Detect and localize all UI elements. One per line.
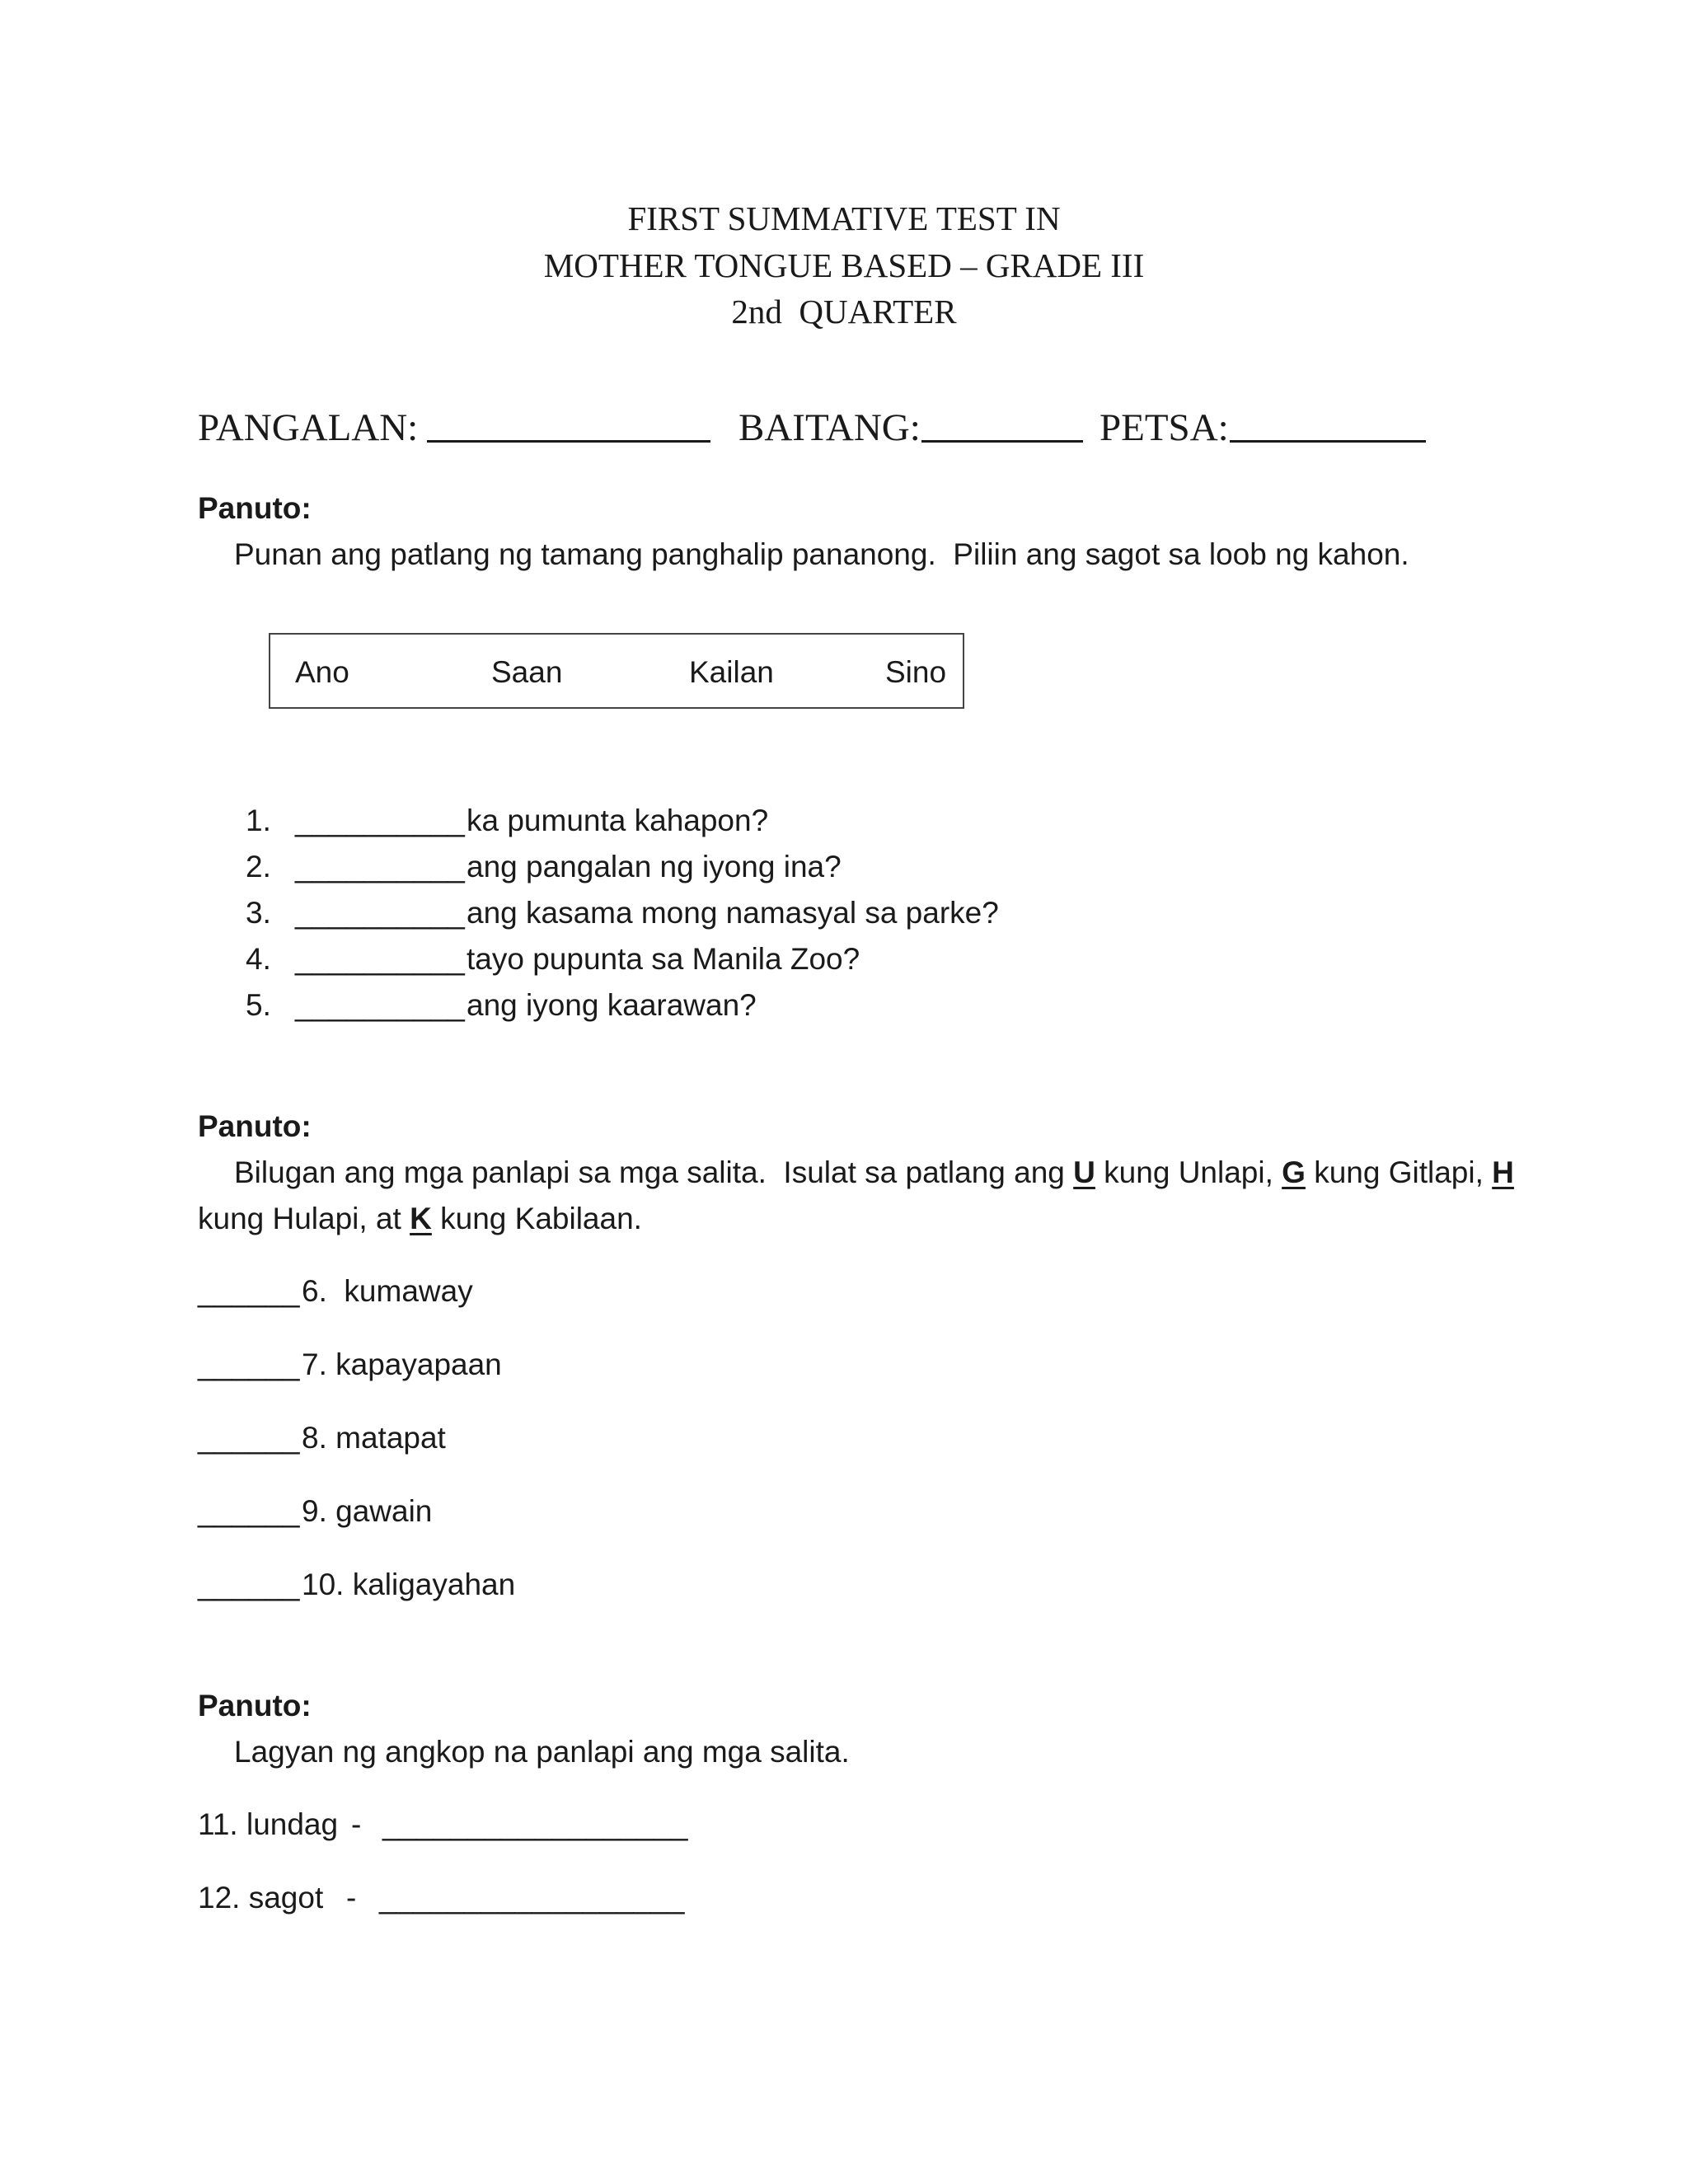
word-item: 9. gawain [302, 1494, 433, 1528]
code-kabilaan: K [410, 1202, 432, 1235]
word-item: 10. kaligayahan [302, 1568, 516, 1601]
instruction-text: kung Gitlapi, [1305, 1155, 1493, 1189]
item-number: 1. [246, 804, 271, 837]
section-1-heading: Panuto: [198, 491, 312, 525]
question-text: ang iyong kaarawan? [467, 988, 757, 1022]
answer-blank[interactable]: __________ [295, 804, 465, 837]
word-item: 8. matapat [302, 1421, 446, 1455]
code-gitlapi: G [1282, 1155, 1306, 1189]
dash: - [351, 1807, 362, 1841]
item-number: 3. [246, 896, 271, 930]
section-2-instruction-line-2 [198, 1203, 642, 1234]
choice-ano: Ano [295, 655, 349, 689]
instruction-text: Bilugan ang mga panlapi sa mga salita. Isulat sa patlang ang [234, 1155, 1074, 1189]
code-hulapi: H [1492, 1155, 1514, 1189]
dash: - [346, 1881, 357, 1915]
date-label: PETSA: [1100, 406, 1229, 449]
question-text: tayo pupunta sa Manila Zoo? [467, 942, 860, 976]
question-text: ka pumunta kahapon? [467, 804, 769, 837]
instruction-text: kung Unlapi, [1095, 1155, 1282, 1189]
answer-blank[interactable]: __________________ [379, 1881, 685, 1915]
test-title-line-3: 2nd QUARTER [731, 293, 957, 330]
answer-blank[interactable]: __________ [295, 896, 465, 930]
choice-box [269, 633, 964, 709]
question-text: ang kasama mong namasyal sa parke? [467, 896, 999, 930]
test-title-line-2: MOTHER TONGUE BASED – GRADE III [543, 246, 1145, 284]
choice-saan: Saan [491, 655, 563, 689]
word-item: 6. kumaway [302, 1274, 473, 1308]
item-number: 4. [246, 942, 271, 976]
word-item: 12. sagot [198, 1881, 324, 1915]
answer-blank[interactable]: __________ [295, 850, 465, 883]
answer-blank[interactable]: ______ [198, 1568, 300, 1601]
question-text: ang pangalan ng iyong ina? [467, 850, 842, 883]
instruction-text: kung Kabilaan. [431, 1202, 642, 1235]
answer-blank[interactable]: ______ [198, 1347, 300, 1381]
choice-sino: Sino [885, 655, 947, 689]
section-3-instruction: Lagyan ng angkop na panlapi ang mga salita. [234, 1735, 850, 1769]
choice-kailan: Kailan [689, 655, 774, 689]
code-unlapi: U [1073, 1155, 1095, 1189]
name-field[interactable] [427, 440, 710, 443]
section-3-heading: Panuto: [198, 1689, 312, 1722]
date-field[interactable] [1230, 440, 1426, 443]
name-label: PANGALAN: [198, 406, 419, 449]
answer-blank[interactable]: ______ [198, 1274, 300, 1308]
answer-blank[interactable]: __________________ [382, 1807, 688, 1841]
instruction-text: kung Hulapi, at [198, 1202, 410, 1235]
item-number: 5. [246, 988, 271, 1022]
answer-blank[interactable]: __________ [295, 942, 465, 976]
test-title-line-1: FIRST SUMMATIVE TEST IN [627, 199, 1061, 237]
grade-field[interactable] [921, 440, 1083, 443]
answer-blank[interactable]: ______ [198, 1494, 300, 1528]
section-2-instruction-line-1 [234, 1157, 1514, 1188]
answer-blank[interactable]: ______ [198, 1421, 300, 1455]
word-item: 11. lundag [198, 1807, 339, 1841]
grade-label: BAITANG: [738, 406, 921, 449]
answer-blank[interactable]: __________ [295, 988, 465, 1022]
item-number: 2. [246, 850, 271, 883]
section-2-heading: Panuto: [198, 1109, 312, 1143]
word-item: 7. kapayapaan [302, 1347, 502, 1381]
section-1-instruction: Punan ang patlang ng tamang panghalip pananong. Piliin ang sagot sa loob ng kahon. [234, 537, 1409, 571]
